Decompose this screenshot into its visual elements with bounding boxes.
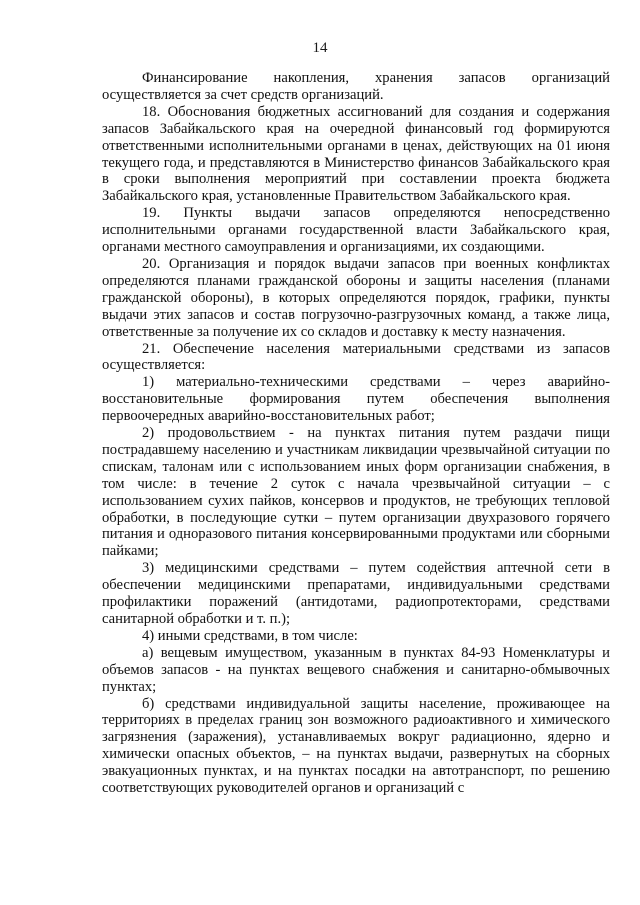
paragraph-19: 19. Пункты выдачи запасов определяются непосредственно исполнительными органами государственной власти Забайкальского края, органами местного самоуправления и организациями, их создающими. xyxy=(102,205,610,256)
paragraph-20: 20. Организация и порядок выдачи запасов при военных конфликтах определяются планами гражданской обороны и защиты населения (планами гражданской обороны), в которых определяются порядок, графики, пункты выдачи этих запасов и состав погрузочно-разгрузочных команд, а также лица, ответственные за получение их со складов и доставку к месту назначения. xyxy=(102,255,610,340)
paragraph-21: 21. Обеспечение населения материальными средствами из запасов осуществляется: xyxy=(102,340,610,374)
list-item-4: 4) иными средствами, в том числе: xyxy=(142,627,358,644)
list-item-3: 3) медицинскими средствами – путем содействия аптечной сети в обеспечении медицинскими препаратами, индивидуальными средствами профилактики поражений (антидотами, радиопротекторами, средствами санитарной обработки и т. п.); xyxy=(102,560,610,627)
document-body xyxy=(102,70,610,797)
list-item-4b: б) средствами индивидуальной защиты население, проживающее на территориях в пределах границ зон возможного радиоактивного и химического загрязнения (заражения), устанавливаемых вокруг радиационно, ядерно и химически опасных объектов, – на пунктах выдачи, развернутых на сборных эвакуационных пунктах, и на пунктах посадки на автотранспорт, по решению соответствующих руководителей органов и организаций с xyxy=(102,695,610,797)
page-number: 14 xyxy=(312,40,328,56)
paragraph-financing: Финансирование накопления, хранения запасов организаций осуществляется за счет средств организаций. xyxy=(102,70,610,103)
list-item-1: 1) материально-техническими средствами – через аварийно-восстановительные формирования путем обеспечения выполнения первоочередных аварийно-восстановительных работ; xyxy=(102,374,610,425)
list-item-2: 2) продовольствием - на пунктах питания путем раздачи пищи пострадавшему населению и участникам ликвидации чрезвычайной ситуации по спискам, талонам или с использованием иных форм организации снабжения, в том числе: в течение 2 суток с начала чрезвычайной ситуации – с использованием сухих пайков, консервов и продуктов, не требующих тепловой обработки, в последующие сутки – путем организации двухразового горячего питания и одноразового питания консервированными продуктами или сборными пайками; xyxy=(102,425,610,560)
paragraph-18: 18. Обоснования бюджетных ассигнований для создания и содержания запасов Забайкальского края на очередной финансовый год формируются ответственными исполнительными органами в ценах, действующих на 01 июня текущего года, и представляются в Министерство финансов Забайкальского края в сроки выполнения мероприятий при составлении проекта бюджета Забайкальского края, установленные Правительством Забайкальского края. xyxy=(102,103,610,205)
list-item-4a: а) вещевым имуществом, указанным в пунктах 84-93 Номенклатуры и объемов запасов - на пунктах вещевого снабжения и санитарно-обмывочных пунктах; xyxy=(102,644,610,695)
